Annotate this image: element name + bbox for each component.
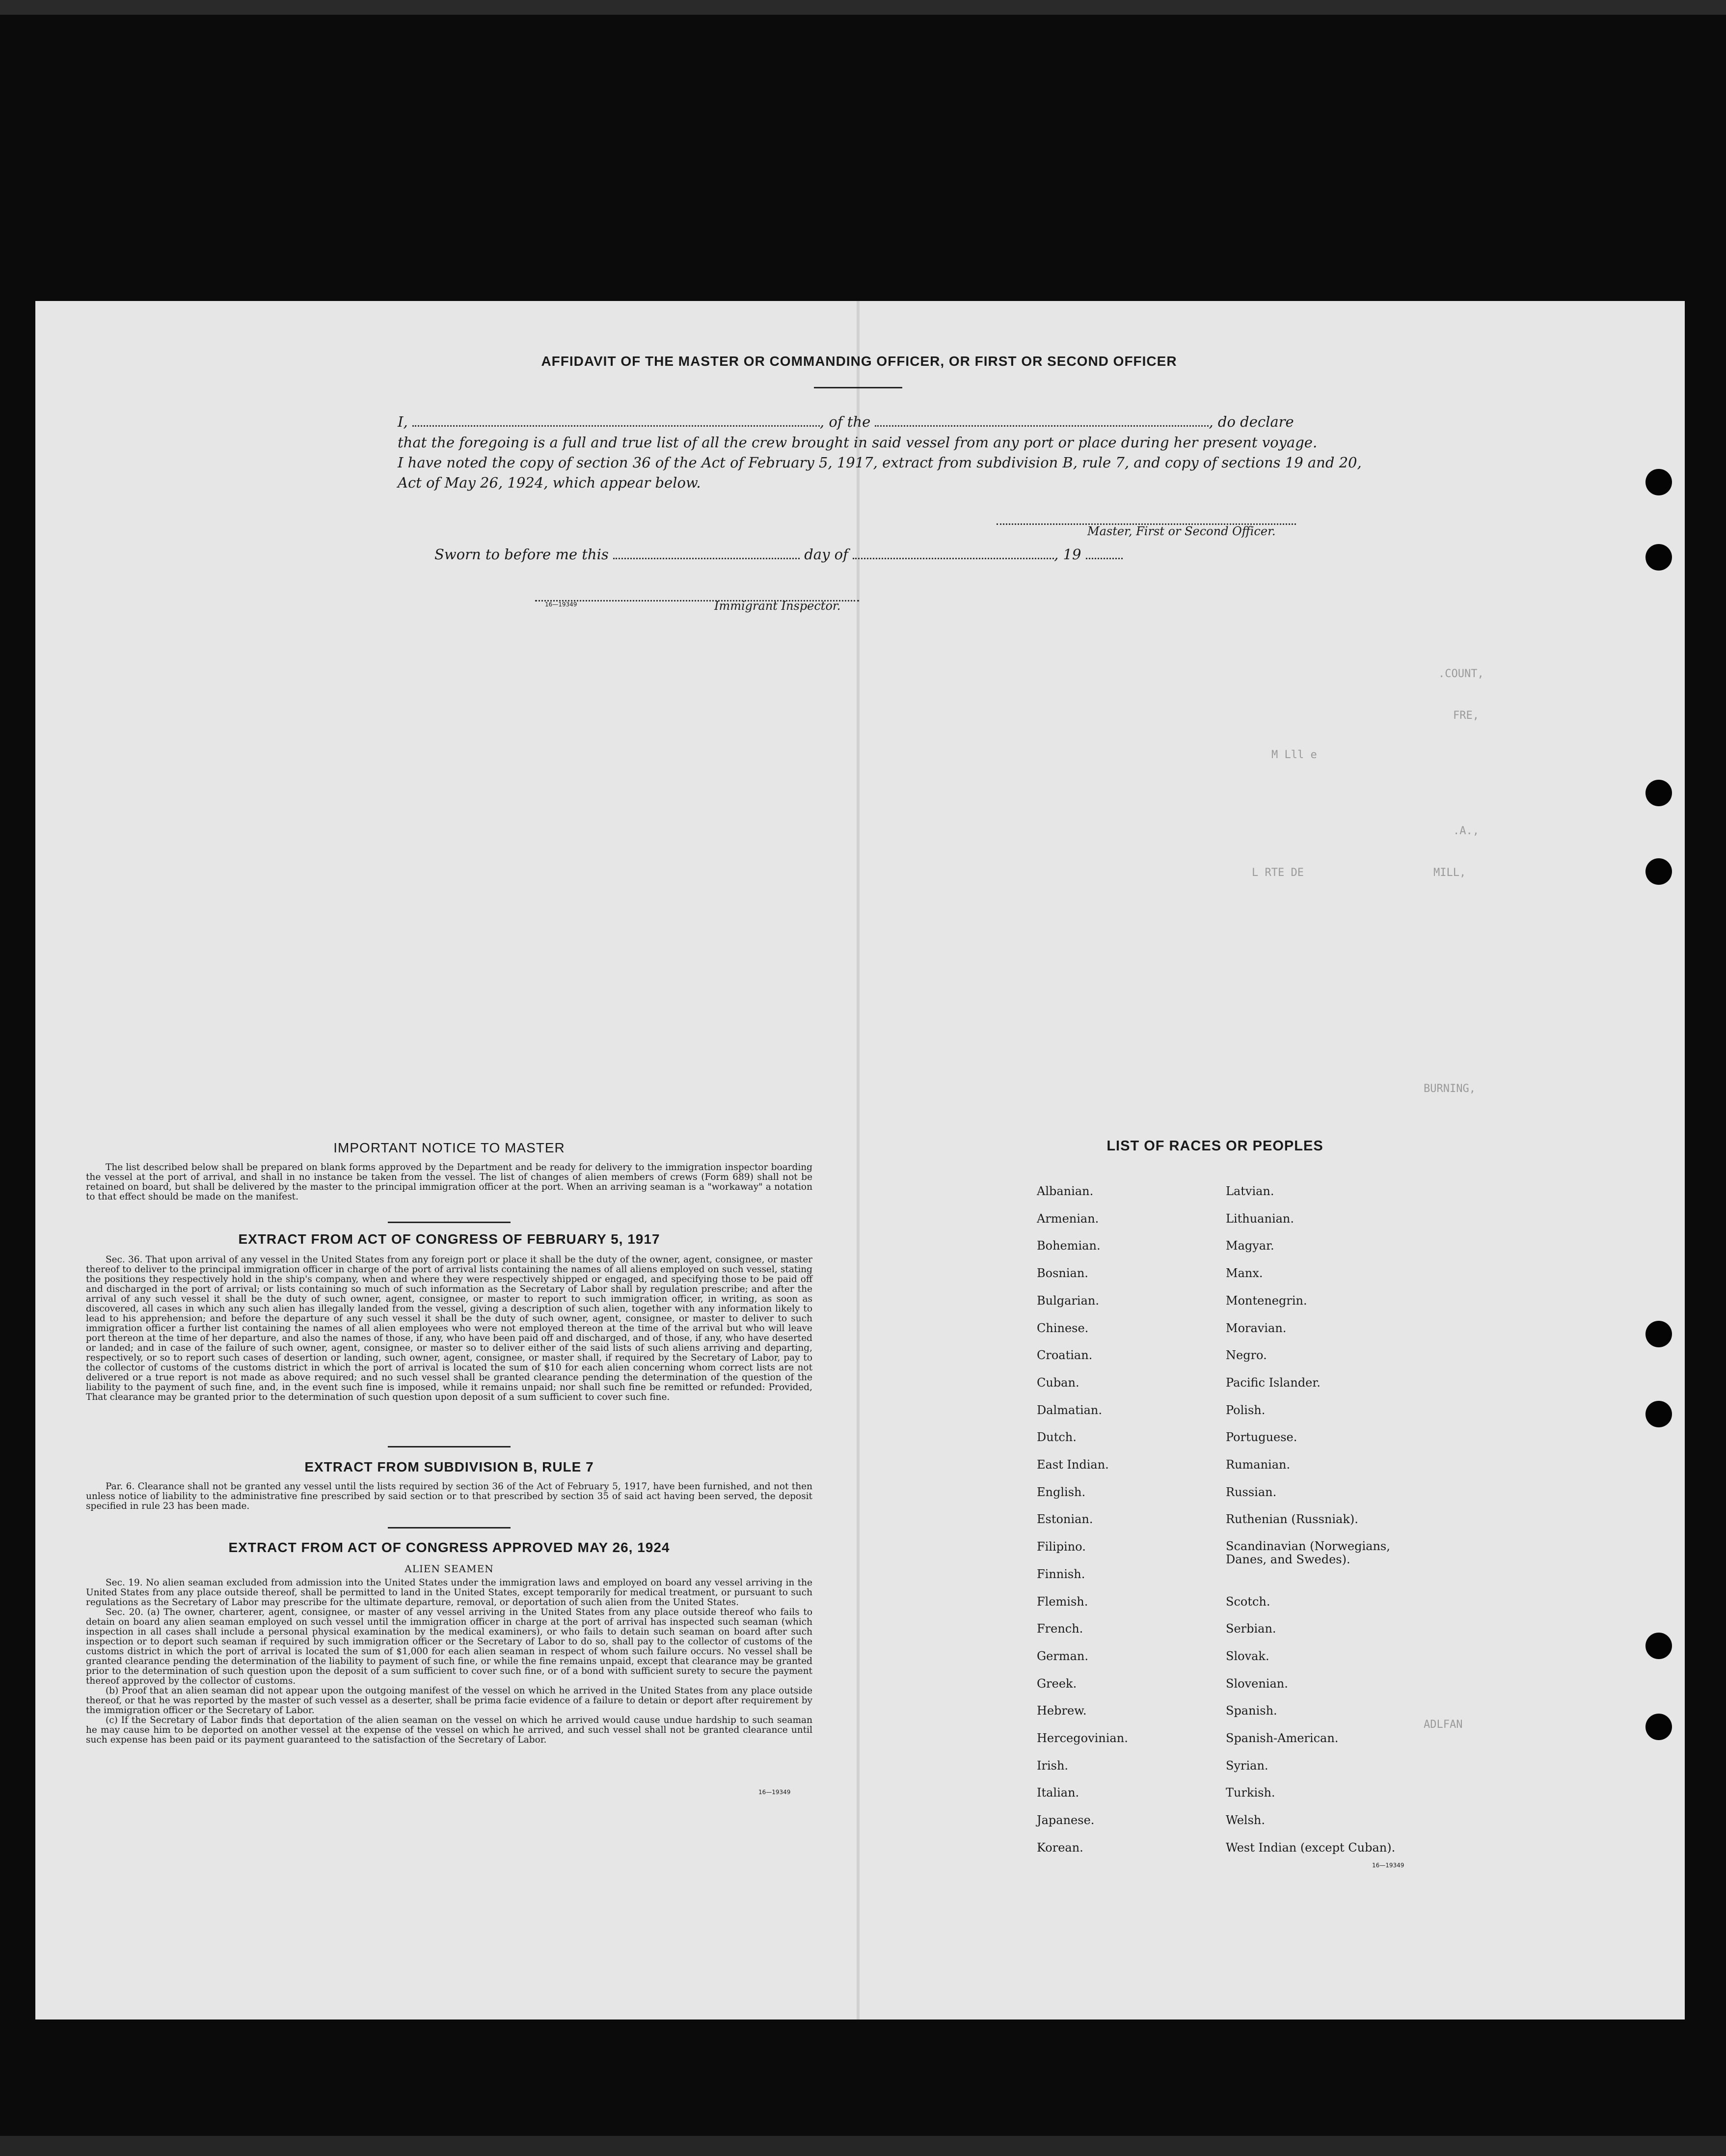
race-item: Bosnian.	[1037, 1266, 1088, 1281]
race-item: Serbian.	[1226, 1622, 1276, 1636]
extract-1924-text: Sec. 19. No alien seaman excluded from admission into the United States under the immigration laws and employed on board any vessel arriving in the United States from any place outside thereof, shall be permitted to land in the United States, except temporarily for medical treatment, or pursuant to such regulations as the Secretary of Labor may prescribe for the ultimate departure, removal, or deportation of such alien from the United States. Sec. 20. (a) The owner, charterer, agent, consignee, or master of any vessel arriving in the United States from any place outside thereof who fails to detain on board any alien seaman employed on such vessel until the immigration officer in charge at the port of arrival has inspected such seaman (which inspection in all cases shall include a personal physical examination by the medical examiners), or who fails to detain such seaman on board after such inspection or to deport such seaman if required by such immigration officer or the Secretary of Labor to do so, shall pay to the collector of customs of the customs district in which the port of arrival is located the sum of $1,000 for each alien seaman in respect of whom such failure occurs. No vessel shall be granted clearance pending the determination of the liability to payment of such fine, or while the fine remains unpaid, except that clearance may be granted prior to the determination of such question upon the deposit of a sum sufficient to cover such fine, or of a bond with sufficient surety to secure the payment thereof approved by the collector of customs. (b) Proof that an alien seaman did not appear upon the outgoing manifest of the vessel on which he arrived in the United States from any place outside thereof, or that he was reported by the master of such vessel as a deserter, shall be prima facie evidence of a failure to detain or deport after requirement by the immigration officer or the Secretary of Labor. (c) If the Secretary of Labor finds that deportation of the alien seaman on the vessel on which he arrived would cause undue hardship to such seaman he may cause him to be deported on another vessel at the expense of the vessel on which he arrived, and such vessel shall not be granted clearance until such expense has been paid or its payment guaranteed to the satisfaction of the Secretary of Labor.	[86, 1578, 812, 1745]
affidavit-line-2: that the foregoing is a full and true list of all the crew brought in said vessel from any port or place during her present voyage.	[398, 434, 1318, 451]
sworn-line: Sworn to before me this day of , 19	[434, 546, 1367, 563]
bleed-through-mark: L RTE DE	[1252, 867, 1304, 879]
section-rule	[388, 1527, 511, 1528]
film-border-bottom	[0, 2136, 1726, 2156]
race-item: Dutch.	[1037, 1430, 1077, 1445]
race-item: English.	[1037, 1485, 1086, 1499]
race-item: Magyar.	[1226, 1239, 1274, 1253]
race-item: Scandinavian (Norwegians, Danes, and Swedes).	[1226, 1539, 1390, 1567]
bleed-through-mark: ADLFAN	[1424, 1719, 1463, 1731]
subdivision-b-text: Par. 6. Clearance shall not be granted any vessel until the lists required by section 36 of the Act of February 5, 1917, have been furnished, and not then unless notice of liability to the administrative fine prescribed by said section or to that prescribed by section 35 of said act having been served, the deposit specified in rule 23 has been made.	[86, 1481, 812, 1511]
race-item: Russian.	[1226, 1485, 1277, 1499]
race-item: Finnish.	[1037, 1567, 1085, 1581]
bleed-through-mark: .A.,	[1453, 825, 1479, 837]
punch-hole	[1645, 1633, 1672, 1659]
race-item: Welsh.	[1226, 1813, 1265, 1828]
race-item: Polish.	[1226, 1403, 1266, 1417]
affidavit-line-4: Act of May 26, 1924, which appear below.	[398, 474, 701, 491]
race-item: Latvian.	[1226, 1184, 1274, 1198]
inspector-label: Immigrant Inspector.	[714, 599, 841, 613]
sworn-day-blank[interactable]	[613, 546, 800, 559]
race-item: Estonian.	[1037, 1512, 1093, 1527]
bleed-through-mark: M Lll e	[1271, 749, 1317, 761]
section-rule	[388, 1446, 511, 1447]
race-item: Pacific Islander.	[1226, 1375, 1321, 1390]
race-item: Japanese.	[1037, 1813, 1095, 1828]
form-number: 16—19349	[1372, 1862, 1404, 1869]
punch-hole	[1645, 544, 1672, 571]
subdivision-b-title: EXTRACT FROM SUBDIVISION B, RULE 7	[304, 1459, 594, 1474]
race-item: Greek.	[1037, 1676, 1077, 1691]
race-item: Turkish.	[1226, 1786, 1275, 1800]
affidavit-line-3: I have noted the copy of section 36 of the Act of February 5, 1917, extract from subdivision B, rule 7, and copy of sections 19 and 20,	[398, 454, 1362, 471]
race-item: Bulgarian.	[1037, 1293, 1099, 1308]
race-item: Irish.	[1037, 1758, 1069, 1773]
races-title: LIST OF RACES OR PEOPLES	[1106, 1138, 1323, 1154]
race-item: Manx.	[1226, 1266, 1263, 1281]
race-item: French.	[1037, 1622, 1083, 1636]
master-signature-label: Master, First or Second Officer.	[1087, 524, 1276, 538]
race-item: Spanish-American.	[1226, 1731, 1339, 1745]
bleed-through-mark: BURNING,	[1424, 1083, 1476, 1095]
extract-1924-title: EXTRACT FROM ACT OF CONGRESS APPROVED MAY 26, 1924	[228, 1540, 670, 1555]
race-item: Slovenian.	[1226, 1676, 1288, 1691]
race-item: Korean.	[1037, 1840, 1083, 1855]
vessel-blank[interactable]	[875, 413, 1209, 427]
race-item: Flemish.	[1037, 1594, 1088, 1609]
race-item: Portuguese.	[1226, 1430, 1297, 1445]
race-item: Ruthenian (Russniak).	[1226, 1512, 1358, 1527]
race-item: West Indian (except Cuban).	[1226, 1840, 1396, 1855]
race-item: Italian.	[1037, 1786, 1079, 1800]
title-rule	[814, 387, 902, 388]
race-item: Rumanian.	[1226, 1458, 1291, 1472]
race-item: Lithuanian.	[1226, 1211, 1294, 1226]
race-item: Syrian.	[1226, 1758, 1268, 1773]
section-rule	[388, 1222, 511, 1223]
extract-1917-title: EXTRACT FROM ACT OF CONGRESS OF FEBRUARY 5, 1917	[238, 1231, 660, 1247]
form-number: 16—19349	[545, 601, 577, 608]
punch-hole	[1645, 780, 1672, 806]
name-blank[interactable]	[412, 413, 820, 427]
race-item: Negro.	[1226, 1348, 1267, 1363]
affidavit-line-1: I, , of the , do declare	[398, 413, 1294, 430]
race-item: Bohemian.	[1037, 1239, 1101, 1253]
notice-text: The list described below shall be prepared on blank forms approved by the Department and be ready for delivery to the immigration inspector boarding the vessel at the port of arrival, and shall in no instance be taken from the vessel. The list of changes of alien members of crews (Form 689) shall not be retained on board, but shall be delivered by the master to the principal immigration officer at the port. When an arriving seaman is a "workaway" a notation to that effect should be made on the manifest.	[86, 1162, 812, 1202]
race-item: Montenegrin.	[1226, 1293, 1307, 1308]
film-border-top	[0, 0, 1726, 15]
punch-hole	[1645, 858, 1672, 885]
alien-seamen-heading: ALIEN SEAMEN	[405, 1563, 494, 1575]
bleed-through-mark: FRE,	[1453, 710, 1479, 722]
affidavit-title: AFFIDAVIT OF THE MASTER OR COMMANDING OFFICER, OR FIRST OR SECOND OFFICER	[541, 354, 1177, 369]
race-item: Chinese.	[1037, 1321, 1089, 1335]
race-item: Hebrew.	[1037, 1704, 1087, 1718]
race-item: Dalmatian.	[1037, 1403, 1103, 1417]
extract-1917-text: Sec. 36. That upon arrival of any vessel in the United States from any foreign port or place it shall be the duty of the owner, agent, consignee, or master thereof to deliver to the principal immigration officer in charge of the port of arrival lists containing the names of all aliens employed on such vessel, stating the positions they respectively hold in the ship's company, when and where they were respectively shipped or engaged, and specifying those to be paid off and discharged in the port of arrival; or lists containing so much of such information as the Secretary of Labor shall by regulation prescribe; and after the arrival of any such vessel it shall be the duty of such owner, agent, consignee, or master to report to such immigration officer, in writing, as soon as discovered, all cases in which any such alien has illegally landed from the vessel, giving a description of such alien, together with any information likely to lead to his apprehension; and before the departure of any such vessel it shall be the duty of such owner, agent, consignee, or master to deliver to such immigration officer a further list containing the names of all alien employees who were not employed thereon at the time of the arrival but who will leave port thereon at the time of her departure, and also the names of those, if any, who have been paid off and discharged, and of those, if any, who have deserted or landed; and in case of the failure of such owner, agent, consignee, or master so to deliver either of the said lists of such aliens arriving and departing, respectively, or so to report such cases of desertion or landing, such owner, agent, consignee, or master shall, if required by the Secretary of Labor, pay to the collector of customs of the customs district in which the port of arrival is located the sum of $10 for each alien concerning whom correct lists are not delivered or a true report is not made as above required; and no such vessel shall be granted clearance pending the determination of the question of the liability to the payment of such fine, and, in the event such fine is imposed, while it remains unpaid; nor shall such fine be remitted or refunded: Provided, That clearance may be granted prior to the determination of such question upon deposit of a sum sufficient to cover such fine.	[86, 1255, 812, 1402]
race-item: Armenian.	[1037, 1211, 1099, 1226]
race-item: Albanian.	[1037, 1184, 1094, 1198]
race-item: Croatian.	[1037, 1348, 1093, 1363]
sworn-year-blank[interactable]	[1086, 546, 1123, 559]
punch-hole	[1645, 469, 1672, 495]
race-item: Cuban.	[1037, 1375, 1079, 1390]
race-item: Spanish.	[1226, 1704, 1277, 1718]
bleed-through-mark: .COUNT,	[1438, 668, 1484, 680]
race-item: Moravian.	[1226, 1321, 1287, 1335]
punch-hole	[1645, 1714, 1672, 1740]
master-signature-line[interactable]	[997, 512, 1296, 525]
race-item: Hercegovinian.	[1037, 1731, 1128, 1745]
bleed-through-mark: MILL,	[1433, 867, 1466, 879]
sworn-month-blank[interactable]	[853, 546, 1054, 559]
race-item: German.	[1037, 1649, 1088, 1663]
punch-hole	[1645, 1321, 1672, 1347]
notice-title: IMPORTANT NOTICE TO MASTER	[333, 1140, 565, 1155]
race-item: Filipino.	[1037, 1540, 1086, 1554]
race-item: Slovak.	[1226, 1649, 1269, 1663]
form-number: 16—19349	[758, 1789, 791, 1796]
race-item: Scotch.	[1226, 1594, 1270, 1609]
punch-hole	[1645, 1401, 1672, 1427]
race-item: East Indian.	[1037, 1458, 1109, 1472]
